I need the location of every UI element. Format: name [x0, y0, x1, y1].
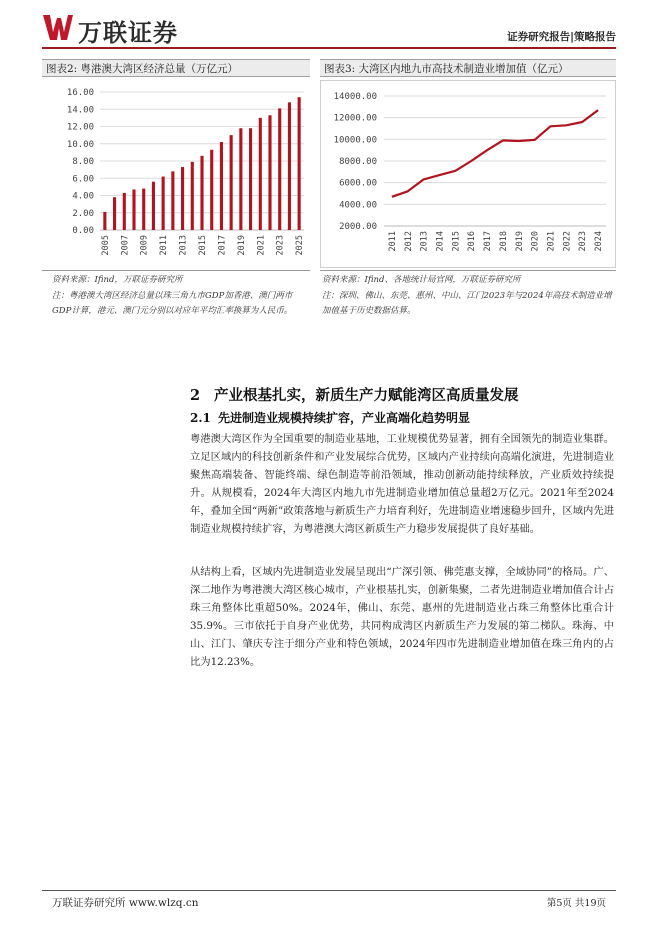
bar: [103, 212, 106, 230]
y-tick-label: 0.00: [72, 226, 94, 236]
company-logo-icon: [42, 12, 74, 42]
figure-3-source: 资料来源：Ifind、各地统计局官网，万联证券研究所: [322, 275, 521, 285]
y-tick-label: 12.00: [66, 122, 94, 133]
x-tick-label: 2021: [546, 231, 557, 252]
section-number: 2: [190, 387, 201, 404]
y-tick-label: 2000.00: [339, 222, 377, 232]
figure-3-note: 注：深圳、佛山、东莞、惠州、中山、江门2023年与2024年高技术制造业增加值基于历史数据估算。: [322, 290, 612, 316]
x-tick-label: 2009: [139, 235, 150, 256]
footer-divider: [42, 890, 616, 891]
bar: [200, 156, 203, 230]
x-tick-label: 2018: [498, 231, 509, 252]
company-logo-text: 万联证券: [78, 19, 178, 47]
x-tick-label: 2017: [217, 235, 228, 256]
subsection-number: 2.1: [190, 411, 211, 425]
bar: [142, 189, 145, 230]
y-tick-label: 8.00: [72, 157, 94, 167]
bar: [220, 142, 223, 230]
x-tick-label: 2013: [178, 235, 189, 256]
figure-2-source: 资料来源：Ifind，万联证券研究所: [52, 275, 183, 285]
bar: [259, 118, 262, 230]
x-tick-label: 2015: [451, 231, 462, 252]
body-paragraph-2: 从结构上看，区域内先进制造业发展呈现出“广深引领、佛莞惠支撑，全域协同”的格局。广、深二地作为粤港澳大湾区核心城市，产业根基扎实，创新集聚，二者先进制造业增加值合计占珠三角整体比重超50%。2024年，佛山、东莞、惠州的先进制造业占珠三角整体比重合计35.9%。三市依托于自身产业优势，共同构成湾区内新质生产力发展的第二梯队。珠海、中山、江门、肇庆专注于细分产业和特色领域，2024年四市先进制造业增加值在珠三角内的占比为12.23%。: [190, 566, 614, 668]
y-tick-label: 2.00: [72, 208, 94, 219]
x-tick-label: 2005: [100, 235, 111, 256]
x-tick-label: 2017: [483, 231, 494, 252]
bar: [152, 182, 155, 230]
y-tick-label: 12000.00: [333, 113, 377, 124]
y-tick-label: 4.00: [72, 191, 94, 202]
figure-2-notes: [52, 273, 306, 320]
bar: [210, 150, 213, 230]
bar: [113, 197, 116, 230]
bar: [230, 135, 233, 230]
x-tick-label: 2012: [403, 231, 414, 252]
x-tick-label: 2022: [562, 231, 573, 252]
x-tick-label: 2021: [256, 235, 267, 256]
y-tick-label: 6.00: [72, 174, 94, 185]
y-tick-label: 14.00: [66, 105, 94, 116]
figure-3-line-chart: [320, 80, 616, 268]
series-line: [392, 110, 598, 197]
section-heading: [190, 384, 519, 405]
figure-3-title: 图表3: 大湾区内地九市高技术制造业增加值（亿元）: [320, 59, 616, 77]
x-tick-label: 2023: [578, 231, 589, 252]
bar: [171, 171, 174, 230]
x-tick-label: 2025: [295, 235, 306, 256]
x-tick-label: 2020: [530, 231, 541, 252]
y-tick-label: 16.00: [66, 88, 94, 98]
x-tick-label: 2015: [198, 235, 208, 256]
x-tick-label: 2007: [120, 235, 131, 256]
x-tick-label: 2016: [467, 231, 478, 252]
x-tick-label: 2019: [236, 235, 247, 256]
x-tick-label: 2011: [159, 235, 170, 256]
bar: [288, 102, 291, 230]
bar: [278, 108, 281, 230]
x-tick-label: 2024: [594, 231, 605, 252]
bar: [298, 97, 301, 230]
x-tick-label: 2013: [419, 231, 430, 252]
x-tick-label: 2014: [435, 231, 446, 252]
y-tick-label: 8000.00: [339, 157, 377, 167]
page-number: 第5页 共19页: [546, 898, 606, 909]
document-type-label: 证券研究报告|策略报告: [507, 31, 616, 43]
body-paragraph-1: 粤港澳大湾区作为全国重要的制造业基地，工业规模优势显著，拥有全国领先的制造业集群。立足区域内的科技创新条件和产业发展综合优势，区域内产业持续向高端化演进，先进制造业聚焦高端装备、智能终端、绿色制造等前沿领域，推动创新动能持续释放，产业质效持续提升。从规模看，2024年大湾区内地九市先进制造业增加值总量超2万亿元。2021年至2024年，叠加全国“两新”政策落地与新质生产力培育利好，先进制造业增速稳步回升，区域内先进制造业规模持续扩容，为粤港澳大湾区新质生产力稳步发展提供了良好基础。: [190, 433, 614, 535]
y-tick-label: 10.00: [66, 139, 94, 150]
bar: [239, 128, 242, 230]
x-tick-label: 2019: [514, 231, 525, 252]
figure-2-bar-chart: [42, 80, 310, 268]
y-tick-label: 4000.00: [339, 200, 377, 211]
bar: [191, 162, 194, 230]
subsection-heading: [190, 409, 470, 426]
figure-2-title: 图表2: 粤港澳大湾区经济总量（万亿元）: [42, 59, 310, 77]
figure-2-note: 注：粤港澳大湾区经济总量以珠三角九市GDP加香港、澳门两市GDP计算，港元、澳门元分别以对应年平均汇率换算为人民币。: [52, 290, 293, 316]
section-title: 产业根基扎实，新质生产力赋能湾区高质量发展: [214, 387, 519, 404]
x-tick-label: 2011: [387, 231, 398, 252]
bar: [181, 167, 184, 230]
header-divider: [42, 47, 616, 49]
figure-2-bottom-rule: [42, 270, 310, 271]
figure-3-bottom-rule: [320, 270, 616, 271]
bar: [162, 177, 165, 230]
y-tick-label: 14000.00: [333, 92, 377, 102]
y-tick-label: 6000.00: [339, 178, 377, 189]
bar: [268, 115, 271, 230]
bar: [123, 193, 126, 230]
footer-website: 万联证券研究所 www.wlzq.cn: [52, 897, 199, 909]
x-tick-label: 2023: [275, 235, 286, 256]
subsection-title: 先进制造业规模持续扩容，产业高端化趋势明显: [218, 411, 471, 425]
figure-3-notes: [322, 273, 614, 320]
bar: [132, 189, 135, 230]
y-tick-label: 10000.00: [333, 135, 377, 146]
bar: [249, 128, 252, 230]
